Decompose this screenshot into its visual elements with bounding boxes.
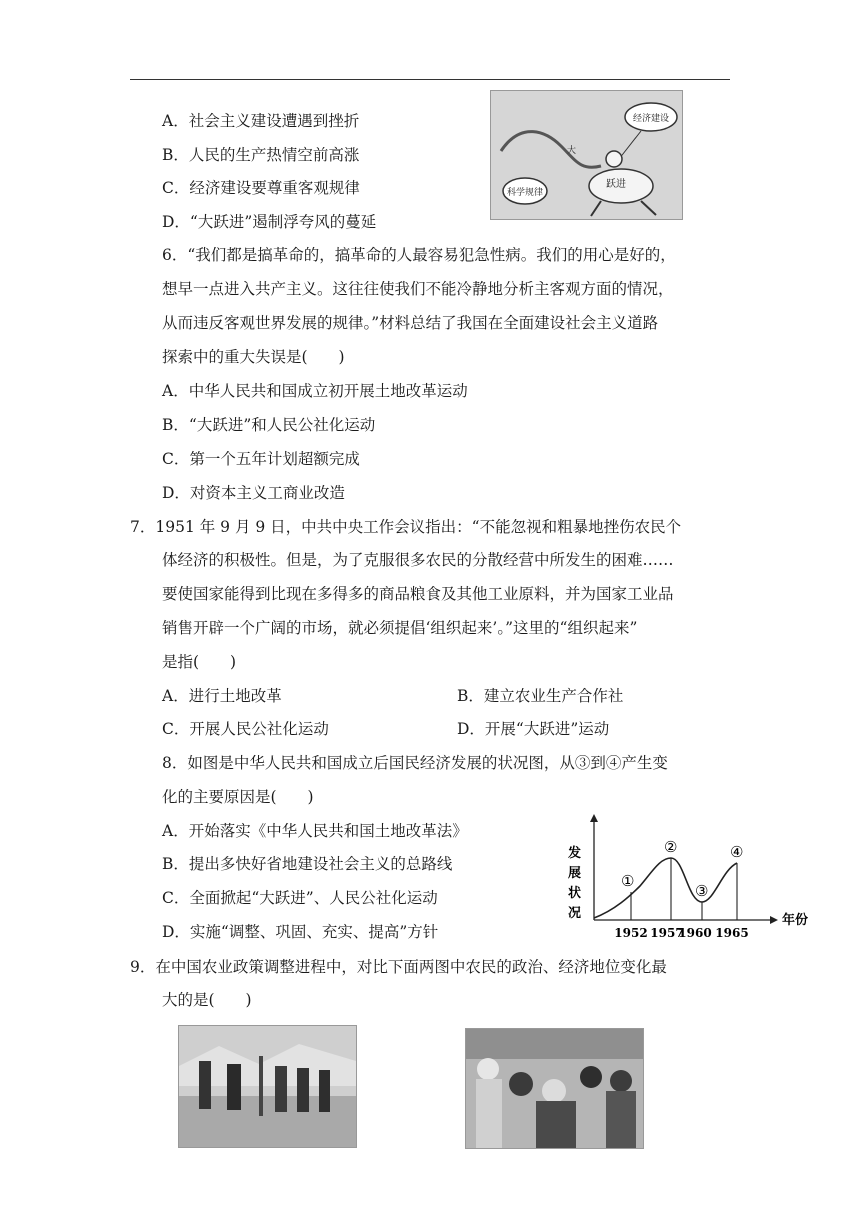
q7-option-b: B．建立农业生产合作社	[457, 687, 624, 705]
q8-stem-2: 化的主要原因是( )	[162, 788, 314, 806]
x-tick-label: 1960	[678, 926, 712, 940]
y-axis-label-char: 发	[568, 846, 582, 861]
y-axis-label-char: 状	[568, 886, 582, 901]
x-tick-label: 1957	[650, 926, 684, 940]
q5-option-a: A．社会主义建设遭遇到挫折	[162, 112, 360, 130]
cartoon-drawing	[491, 91, 682, 219]
q8-option-c: C．全面掀起“大跃进”、人民公社化运动	[162, 889, 438, 907]
y-axis-arrow	[590, 814, 598, 822]
q7-option-a: A．进行土地改革	[162, 687, 282, 705]
q5-option-d: D．“大跃进”遏制浮夸风的蔓延	[162, 213, 377, 231]
q6-option-c: C．第一个五年计划超额完成	[162, 450, 360, 468]
q6-stem-3: 从而违反客观世界发展的规律。”材料总结了我国在全面建设社会主义道路	[162, 314, 659, 332]
point-label: ①	[621, 872, 635, 890]
x-tick-label: 1952	[614, 926, 648, 940]
q7-option-d: D．开展“大跃进”运动	[457, 720, 610, 738]
y-axis-label-char: 况	[568, 906, 582, 921]
y-axis-label-char: 展	[568, 866, 582, 881]
q8-stem-1: 8．如图是中华人民共和国成立后国民经济发展的状况图，从③到④产生变	[162, 754, 668, 772]
point-label: ④	[730, 843, 744, 861]
q5-option-c: C．经济建设要尊重客观规律	[162, 179, 360, 197]
photo-villagers	[465, 1028, 644, 1149]
q7-stem-2: 体经济的积极性。但是，为了克服很多农民的分散经营中所发生的困难……	[162, 551, 674, 569]
q6-stem-4: 探索中的重大失误是( )	[162, 348, 345, 366]
y-axis-label	[567, 845, 581, 921]
development-curve	[594, 858, 737, 918]
balloon-text: 经济建设	[632, 114, 670, 124]
q5-option-b: B．人民的生产热情空前高涨	[162, 146, 360, 164]
point-label: ②	[664, 838, 678, 856]
economy-development-chart	[560, 810, 815, 945]
point-label: ③	[695, 882, 709, 900]
q8-option-b: B．提出多快好省地建设社会主义的总路线	[162, 855, 453, 873]
q6-stem-2: 想早一点进入共产主义。这往往使我们不能冷静地分析主客观方面的情况，	[162, 280, 674, 298]
q7-stem-3: 要使国家能得到比现在多得多的商品粮食及其他工业原料，并为国家工业品	[162, 585, 674, 603]
header-rule	[130, 79, 730, 80]
q9-stem-1: 9．在中国农业政策调整进程中，对比下面两图中农民的政治、经济地位变化最	[130, 958, 667, 976]
q6-option-a: A．中华人民共和国成立初开展土地改革运动	[162, 382, 468, 400]
q8-option-a: A．开始落实《中华人民共和国土地改革法》	[162, 822, 468, 840]
x-tick-label: 1965	[715, 926, 749, 940]
q7-stem-1: 7．1951 年 9 月 9 日，中共中央工作会议指出：“不能忽视和粗暴地挫伤农民个	[130, 518, 682, 536]
x-axis-label: 年份	[782, 913, 809, 928]
q7-stem-4: 销售开辟一个广阔的市场，就必须提倡‘组织起来’。”这里的“组织起来”	[162, 619, 638, 637]
q6-option-d: D．对资本主义工商业改造	[162, 484, 345, 502]
rider	[606, 151, 622, 167]
photo-land-reform	[178, 1025, 357, 1148]
tail-text: 大	[567, 146, 577, 156]
q6-option-b: B．“大跃进”和人民公社化运动	[162, 416, 376, 434]
q7-option-c: C．开展人民公社化运动	[162, 720, 329, 738]
science-bubble-text: 科学规律	[506, 188, 544, 198]
q6-stem-1: 6．“我们都是搞革命的，搞革命的人最容易犯急性病。我们的用心是好的，	[162, 246, 676, 264]
rider-text: 跃进	[606, 179, 626, 190]
q8-option-d: D．实施“调整、巩固、充实、提高”方针	[162, 923, 439, 941]
q7-stem-5: 是指( )	[162, 653, 237, 671]
great-leap-cartoon	[490, 90, 683, 220]
q9-stem-2: 大的是( )	[162, 991, 252, 1009]
x-axis-arrow	[770, 916, 778, 924]
